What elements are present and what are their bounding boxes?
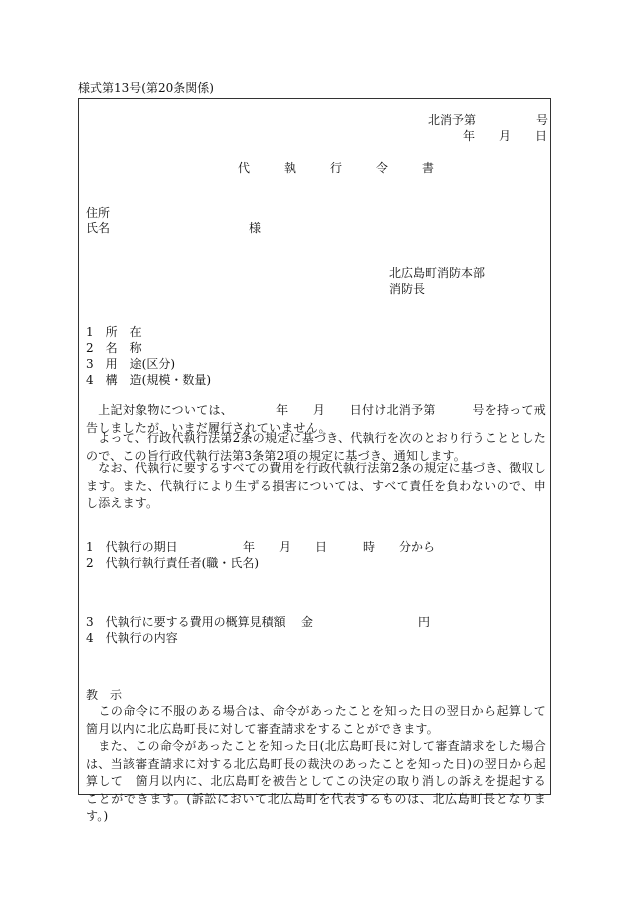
document-number: 北消予第 号 bbox=[428, 113, 549, 127]
execution-period-label: 1 代執行の期日 bbox=[86, 540, 178, 554]
execution-cost-label: 3 代執行に要する費用の概算見積額 bbox=[86, 615, 286, 629]
body-paragraph: なお、代執行に要するすべての費用を行政代執行法第2条の規定に基づき、徴収します。また、代執行により生ずる損害については、すべて責任を負わないので、申し添えます。 bbox=[86, 461, 546, 510]
item-location: 1 所 在 bbox=[86, 325, 142, 339]
execution-cost-prefix: 金 bbox=[301, 615, 314, 629]
body-paragraph: よって、行政代執行法第2条の規定に基づき、代執行を次のとおり行うこととしたので、この旨行政代執行法第3条第2項の規定に基づき、通知します。 bbox=[86, 431, 546, 463]
item-use: 3 用 途(区分) bbox=[86, 357, 175, 371]
title-char: 行 bbox=[330, 161, 343, 175]
execution-responsible-label: 2 代執行執行責任者(職・氏名) bbox=[86, 556, 259, 570]
address-label: 住所 bbox=[86, 206, 111, 220]
item-structure: 4 構 造(規模・数量) bbox=[86, 373, 211, 387]
form-label: 様式第13号(第20条関係) bbox=[78, 81, 214, 95]
execution-content-label: 4 代執行の内容 bbox=[86, 631, 178, 645]
body-paragraph: 上記対象物については、 年 月 日付け北消予第 号を持って戒告しましたが、いまだ履行されていません。 bbox=[86, 403, 546, 435]
document-title bbox=[238, 160, 468, 176]
document-date: 年 月 日 bbox=[463, 129, 548, 143]
item-name: 2 名 称 bbox=[86, 341, 142, 355]
name-label: 氏名 bbox=[86, 221, 111, 235]
title-char: 令 bbox=[376, 161, 389, 175]
notice-paragraph: また、この命令があったことを知った日(北広島町長に対して審査請求をした場合は、当該審査請求に対する北広島町長の裁決のあったことを知った日)の翌日から起算して 箇月以内に、北広島町を被告としてこの決定の取り消しの訴えを提起することができます。(訴訟において北広島町を代表するものは、北広島町長となります。) bbox=[86, 739, 546, 823]
title-char: 書 bbox=[422, 161, 435, 175]
title-char: 代 bbox=[238, 161, 251, 175]
execution-period-fields: 年 月 日 時 分から bbox=[243, 540, 436, 554]
issuer-organization: 北広島町消防本部 bbox=[389, 266, 486, 280]
execution-cost-unit: 円 bbox=[418, 615, 431, 629]
notice-heading: 教 示 bbox=[86, 688, 123, 702]
issuer-position: 消防長 bbox=[389, 282, 426, 296]
notice-paragraph: この命令に不服のある場合は、命令があったことを知った日の翌日から起算して 箇月以内に北広島町長に対して審査請求をすることができます。 bbox=[86, 704, 559, 736]
honorific: 様 bbox=[249, 221, 262, 235]
title-char: 執 bbox=[284, 161, 297, 175]
